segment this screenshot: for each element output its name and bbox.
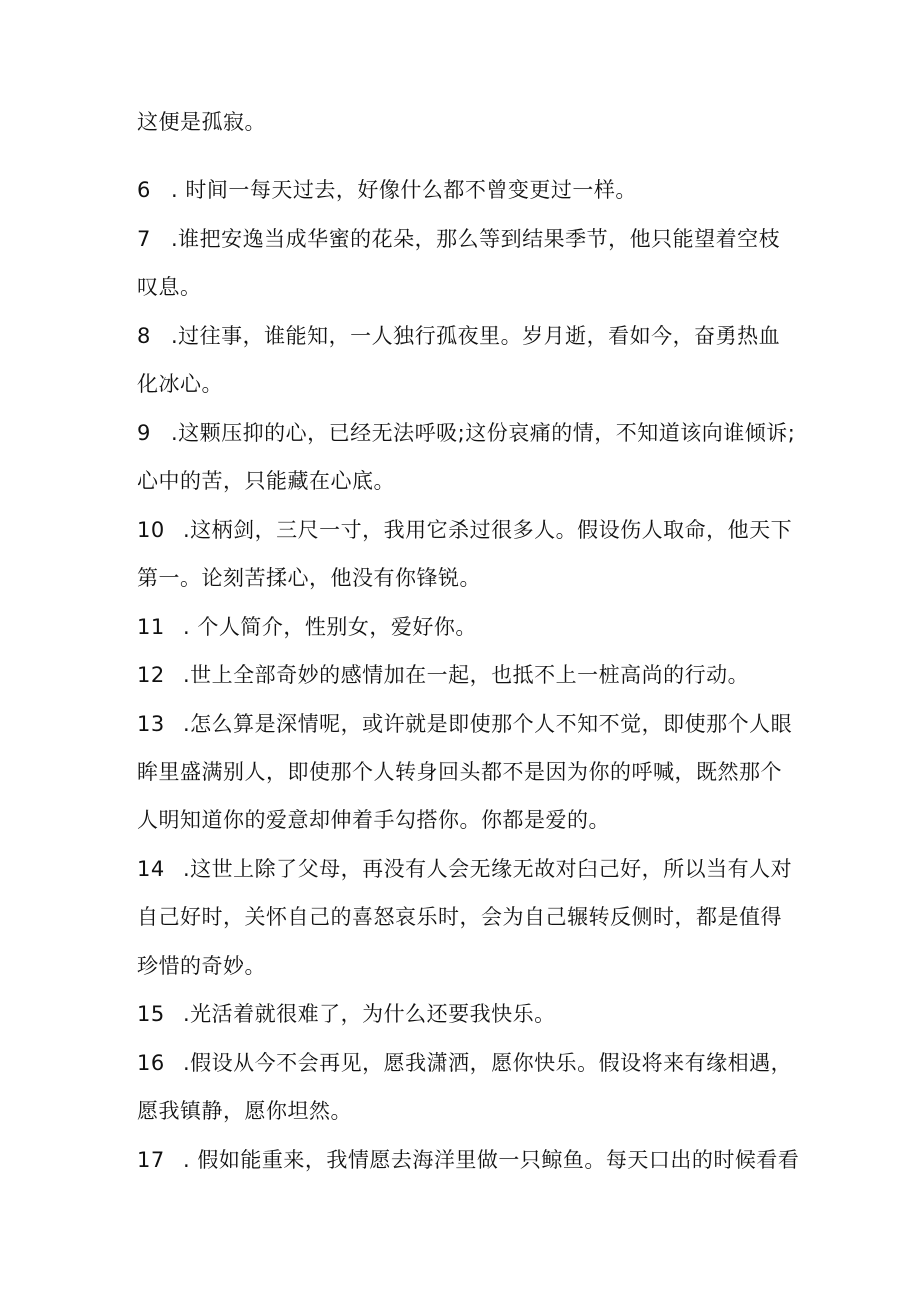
line-text: .假设从今不会再见，愿我潇洒，愿你快乐。假设将来有缘相遇， [183, 1051, 793, 1075]
line-text: .这世上除了父母，再没有人会无缘无故对臼己好，所以当有人对 [183, 857, 793, 881]
list-item [137, 322, 787, 350]
line-text: .这柄剑，三尺一寸，我用它杀过很多人。假设伤人取命，他天下 [183, 518, 793, 542]
item-number: 9 [137, 421, 151, 445]
line-text: . 时间一每天过去，好像什么都不曾变更过一样。 [171, 178, 637, 202]
line-text: .世上全部奇妙的感情加在一起，也抵不上一桩高尚的行动。 [183, 663, 750, 687]
list-item [137, 855, 793, 883]
list-item [137, 1049, 793, 1077]
list-item [137, 710, 793, 738]
item-number: 12 [137, 663, 165, 687]
line-text: . 假如能重来，我情愿去海洋里做一只鲸鱼。每天口出的时候看看 [183, 1148, 800, 1172]
text-line [137, 467, 787, 495]
line-text: .怎么算是深情呢，或许就是即使那个人不知不觉，即使那个人眼 [183, 712, 793, 736]
line-text: 这便是孤寂。 [137, 110, 266, 134]
list-item [137, 419, 796, 447]
item-number: 15 [137, 1002, 165, 1026]
list-item [137, 661, 787, 689]
line-text: 人明知道你的爱意却伸着手勾搭你。你都是爱的。 [137, 808, 610, 832]
list-item [137, 516, 793, 544]
text-line [137, 806, 787, 834]
text-line [137, 273, 787, 301]
text-line [137, 903, 787, 931]
item-number: 8 [137, 324, 151, 348]
line-text: 第一。论刻苦揉心，他没有你锋锐。 [137, 566, 481, 590]
line-text: 愿我镇静，愿你坦然。 [137, 1099, 352, 1123]
line-text: 心中的苦，只能藏在心底。 [137, 469, 395, 493]
line-text: 珍惜的奇妙。 [137, 954, 266, 978]
line-text: 自己好时，关怀自己的喜怒哀乐时，会为自己辗转反侧时，都是值得 [137, 905, 782, 929]
list-item [137, 613, 787, 641]
text-line [137, 758, 787, 786]
line-text: 化冰心。 [137, 372, 223, 396]
item-number: 13 [137, 712, 165, 736]
line-text: 眸里盛满别人，即使那个人转身回头都不是因为你的呼喊，既然那个 [137, 760, 782, 784]
text-line [137, 370, 787, 398]
text-line [137, 952, 787, 980]
line-text: .光活着就很难了，为什么还要我快乐。 [183, 1002, 556, 1026]
list-item [137, 1000, 787, 1028]
item-number: 7 [137, 227, 151, 251]
item-number: 16 [137, 1051, 165, 1075]
item-number: 11 [137, 615, 165, 639]
item-number: 14 [137, 857, 165, 881]
line-text: .过往事，谁能知，一人独行孤夜里。岁月逝，看如今，奋勇热血 [171, 324, 781, 348]
line-text: .这颗压抑的心，已经无法呼吸;这份哀痛的情，不知道该向谁倾诉; [171, 421, 796, 445]
text-line [137, 564, 787, 592]
item-number: 6 [137, 178, 151, 202]
line-text: .谁把安逸当成华蜜的花朵，那么等到结果季节，他只能望着空枝 [171, 227, 781, 251]
line-text: . 个人简介，性别女，爱好你。 [183, 615, 477, 639]
list-item [137, 1146, 800, 1174]
text-line [137, 108, 787, 136]
line-text: 叹息。 [137, 275, 202, 299]
text-line [137, 1097, 787, 1125]
list-item [137, 225, 787, 253]
list-item [137, 176, 787, 204]
item-number: 17 [137, 1148, 165, 1172]
item-number: 10 [137, 518, 165, 542]
